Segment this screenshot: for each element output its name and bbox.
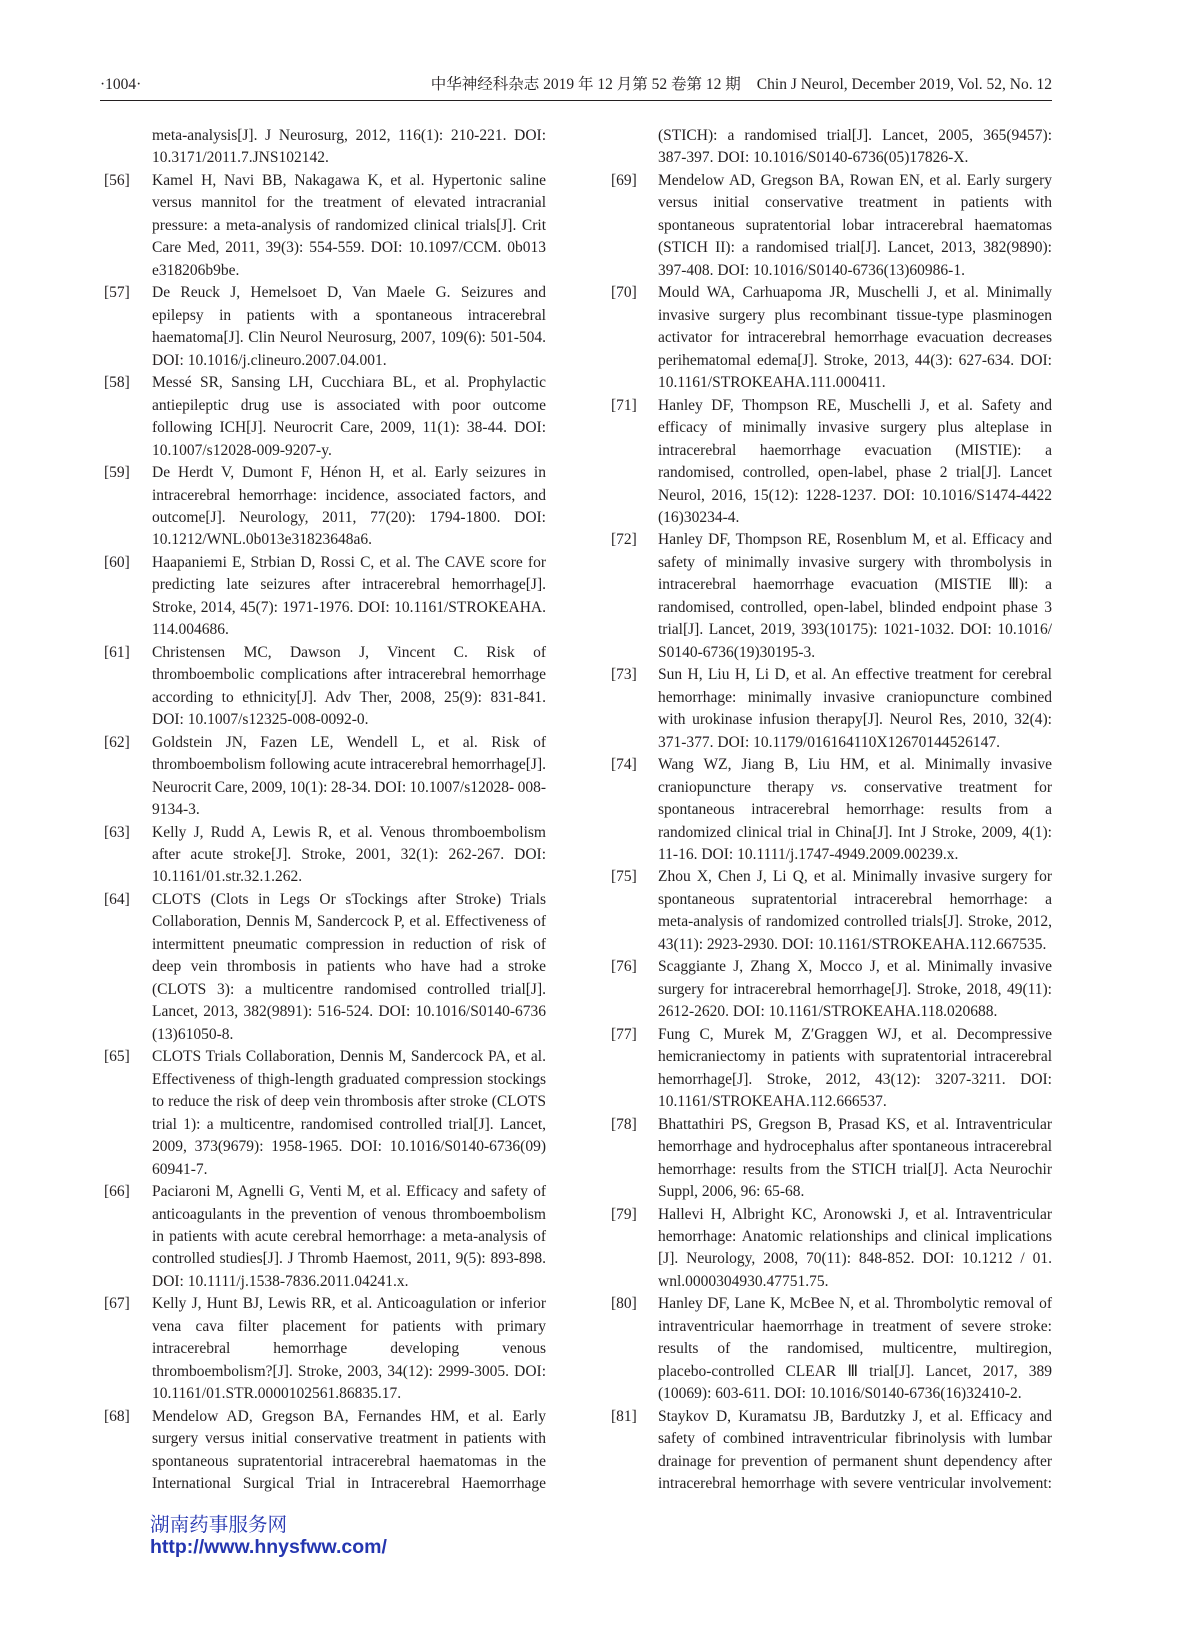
page-number: ·1004· [100, 76, 142, 93]
reference-text-line: (16)30234-4. [658, 508, 740, 526]
reference-text [152, 372, 546, 462]
reference-text-line: 371-377. DOI: 10.1179/016164110X12670144526147. [658, 733, 1000, 751]
reference-entry [611, 125, 1052, 170]
reference-text-line [658, 777, 1052, 799]
reference-text-line: meta-analysis[J]. J Neurosurg, 2012, 116(1): 210-221. DOI: [152, 127, 546, 144]
reference-text-line: International Surgical Trial in Intracerebral Haemorrhage [152, 1475, 546, 1493]
reference-number: [70] [611, 284, 637, 302]
reference-text [658, 866, 1052, 956]
reference-text-line: hemorrhage and hydrocephalus after spontaneous intracerebral [658, 1138, 1052, 1156]
reference-entry [104, 889, 546, 1046]
reference-text-line: after acute stroke[J]. Stroke, 2001, 32(1): 262-267. DOI: [152, 846, 546, 863]
reference-text-line: Mould WA, Carhuapoma JR, Muschelli J, et al. Minimally [658, 284, 1052, 302]
reference-text-line: intracerebral hemorrhage developing venous [152, 1340, 546, 1358]
reference-entry [611, 754, 1052, 866]
reference-text-line: (STICH): a randomised trial[J]. Lancet, 2005, 365(9457): [658, 127, 1052, 144]
reference-text-line: De Herdt V, Dumont F, Hénon H, et al. Early seizures in [152, 464, 546, 482]
reference-text-line: Care Med, 2011, 39(3): 554-559. DOI: 10.1097/CCM. 0b013 [152, 239, 546, 257]
reference-text-line: efficacy of minimally invasive surgery plus alteplase in [658, 419, 1052, 437]
reference-text-line: hemorrhage[J]. Stroke, 2012, 43(12): 3207-3211. DOI: [658, 1070, 1052, 1088]
reference-entry [104, 282, 546, 372]
reference-text-line: controlled studies[J]. J Thromb Haemost, 2011, 9(5): 893-898. [152, 1250, 546, 1268]
reference-text-line: spontaneous supratentorial lobar intracerebral haematomas [658, 216, 1052, 234]
reference-number: [68] [104, 1407, 130, 1425]
reference-entry [611, 1293, 1052, 1405]
reference-text [152, 1406, 546, 1496]
reference-text-line: 10.3171/2011.7.JNS102142. [152, 149, 329, 167]
reference-text-line: thromboembolism?[J]. Stroke, 2003, 34(12): 2999-3005. DOI: [152, 1362, 546, 1380]
reference-number: [72] [611, 531, 637, 549]
reference-text-line: [J]. Neurology, 2008, 70(11): 848-852. DOI: 10.1212 / 01. [658, 1250, 1052, 1268]
reference-text-line: Neurocrit Care, 2009, 10(1): 28-34. DOI: 10.1007/s12028- 008- [152, 778, 546, 796]
reference-number: [76] [611, 958, 637, 976]
reference-entry [611, 282, 1052, 394]
reference-text-line: 60941-7. [152, 1160, 208, 1178]
reference-column-left [104, 125, 546, 1496]
reference-text-line: pressure: a meta-analysis of randomized clinical trials[J]. Crit [152, 216, 546, 234]
reference-text-line: 10.1161/STROKEAHA.112.666537. [658, 1093, 887, 1111]
reference-number: [73] [611, 666, 637, 684]
reference-text-line: CLOTS Trials Collaboration, Dennis M, Sandercock PA, et al. [152, 1048, 546, 1066]
reference-text-line: in patients with acute cerebral hemorrhage: a meta-analysis of [152, 1227, 546, 1245]
reference-entry [611, 170, 1052, 282]
reference-number: [58] [104, 374, 130, 392]
reference-text-line: 10.1212/WNL.0b013e31823648a6. [152, 531, 372, 549]
reference-text-line: DOI: 10.1016/j.clineuro.2007.04.001. [152, 351, 387, 369]
reference-text-line: versus mannitol for the treatment of elevated intracranial [152, 194, 546, 212]
reference-text [658, 1114, 1052, 1204]
reference-text-line: spontaneous supratentorial intracerebral hemorrhage: a [658, 890, 1052, 908]
reference-number: [66] [104, 1183, 130, 1201]
reference-text-line: Hanley DF, Thompson RE, Muschelli J, et al. Safety and [658, 396, 1052, 414]
reference-text-line: results of the randomised, multicentre, multiregion, [658, 1340, 1052, 1358]
reference-number: [60] [104, 553, 130, 571]
reference-text [152, 170, 546, 282]
reference-text-line: intracerebral haemorrhage evacuation (MISTIE Ⅲ): a [658, 576, 1052, 594]
reference-text-line: intermittent pneumatic compression in reduction of risk of [152, 935, 546, 953]
reference-text [658, 1204, 1052, 1294]
reference-text [658, 1293, 1052, 1405]
reference-text-line: (STICH II): a randomised trial[J]. Lancet, 2013, 382(9890): [658, 239, 1052, 257]
reference-entry [611, 529, 1052, 664]
reference-text-line: Sun H, Liu H, Li D, et al. An effective treatment for cerebral [658, 666, 1052, 684]
reference-text-line: haematoma[J]. Clin Neurol Neurosurg, 2007, 109(6): 501-504. [152, 329, 546, 347]
reference-text [658, 395, 1052, 530]
reference-text-line: thromboembolic complications after intracerebral hemorrhage [152, 666, 546, 684]
reference-text-line: anticoagulants in the prevention of venous thromboembolism [152, 1205, 546, 1223]
reference-text-line: Goldstein JN, Fazen LE, Wendell L, et al. Risk of [152, 733, 546, 751]
reference-text-line: Hallevi H, Albright KC, Aronowski J, et al. Intraventricular [658, 1205, 1052, 1223]
reference-text-line: wnl.0000304930.47751.75. [658, 1272, 829, 1290]
reference-entry [611, 1024, 1052, 1114]
reference-number: [64] [104, 890, 130, 908]
reference-text-line: Neurol, 2016, 15(12): 1228-1237. DOI: 10.1016/S1474-4422 [658, 486, 1052, 504]
reference-number [104, 125, 152, 147]
reference-column-right [611, 125, 1052, 1496]
reference-entry [104, 170, 546, 282]
reference-number: [63] [104, 823, 130, 841]
journal-citation-en: Chin J Neurol, December 2019, Vol. 52, No. 12 [756, 76, 1052, 93]
reference-text-line: trial 1): a multicentre, randomised controlled trial[J]. Lancet, [152, 1115, 546, 1133]
reference-text [658, 529, 1052, 664]
reference-entry [104, 1293, 546, 1405]
reference-text [658, 170, 1052, 282]
reference-text-line: Kelly J, Hunt BJ, Lewis RR, et al. Anticoagulation or inferior [152, 1295, 546, 1313]
reference-text-segment: craniopuncture therapy [658, 778, 831, 796]
reference-text-line: 10.1161/01.STR.0000102561.86835.17. [152, 1385, 402, 1403]
reference-text-line: spontaneous intracerebral hemorrhage: results from a [658, 801, 1052, 819]
reference-number: [61] [104, 643, 130, 661]
watermark-site-name: 湖南药事服务网 [150, 1513, 288, 1536]
reference-text-line: intracerebral haemorrhage evacuation (MISTIE): a [658, 441, 1052, 459]
reference-entry [104, 372, 546, 462]
reference-entry [611, 1114, 1052, 1204]
page-header [100, 74, 1052, 101]
reference-text-line: 114.004686. [152, 621, 229, 639]
reference-text-line: 10.1161/01.str.32.1.262. [152, 868, 303, 886]
reference-text-line: Mendelow AD, Gregson BA, Fernandes HM, et al. Early [152, 1407, 546, 1425]
reference-number: [81] [611, 1407, 637, 1425]
reference-text-line: Wang WZ, Jiang B, Liu HM, et al. Minimally invasive [658, 756, 1052, 774]
reference-text-line: Christensen MC, Dawson J, Vincent C. Risk of [152, 643, 546, 661]
reference-text-line: Messé SR, Sansing LH, Cucchiara BL, et al. Prophylactic [152, 374, 546, 392]
reference-entry [104, 462, 546, 552]
reference-text-line: Mendelow AD, Gregson BA, Rowan EN, et al. Early surgery [658, 171, 1052, 189]
reference-text-line: safety of minimally invasive surgery with thrombolysis in [658, 553, 1052, 571]
reference-text-line: Kamel H, Navi BB, Nakagawa K, et al. Hypertonic saline [152, 171, 546, 189]
reference-text-line: placebo-controlled CLEAR Ⅲ trial[J]. Lancet, 2017, 389 [658, 1362, 1052, 1380]
reference-entry [104, 1406, 546, 1496]
reference-entry [611, 1406, 1052, 1496]
reference-number: [62] [104, 733, 130, 751]
reference-text [658, 664, 1052, 754]
reference-text-line: perihematomal edema[J]. Stroke, 2013, 44(3): 627-634. DOI: [658, 351, 1052, 369]
reference-number: [57] [104, 284, 130, 302]
reference-text [152, 125, 546, 170]
reference-text-line: meta-analysis of randomized controlled trials[J]. Stroke, 2012, [658, 913, 1052, 931]
reference-text [152, 1293, 546, 1405]
reference-text [152, 552, 546, 642]
reference-number: [79] [611, 1205, 637, 1223]
reference-text-line: spontaneous supratentorial intracerebral haematomas in the [152, 1452, 546, 1470]
reference-entry [611, 395, 1052, 530]
reference-entry [104, 732, 546, 822]
reference-number: [65] [104, 1048, 130, 1066]
reference-text-line: trial[J]. Lancet, 2019, 393(10175): 1021-1032. DOI: 10.1016/ [658, 621, 1052, 639]
reference-text-line: 9134-3. [152, 801, 200, 819]
reference-text-line: Suppl, 2006, 96: 65-68. [658, 1183, 805, 1201]
reference-text-line: 2612-2620. DOI: 10.1161/STROKEAHA.118.020688. [658, 1003, 998, 1021]
reference-text-line: drainage for prevention of permanent shunt dependency after [658, 1452, 1052, 1470]
reference-text-line: e318206b9be. [152, 261, 240, 279]
reference-entry [104, 125, 546, 170]
reference-text-line: deep vein thrombosis in patients who have had a stroke [152, 958, 546, 976]
reference-entry [611, 1204, 1052, 1294]
reference-text [658, 956, 1052, 1023]
reference-number [611, 125, 658, 147]
reference-number: [59] [104, 464, 130, 482]
reference-text-line: CLOTS (Clots in Legs Or sTockings after Stroke) Trials [152, 890, 546, 908]
reference-text-line: epilepsy in patients with a spontaneous intracerebral [152, 306, 546, 324]
reference-text-line: outcome[J]. Neurology, 2011, 77(20): 1794-1800. DOI: [152, 508, 546, 526]
reference-text-line: invasive surgery plus recombinant tissue-type plasminogen [658, 306, 1052, 324]
reference-text-line: Haapaniemi E, Strbian D, Rossi C, et al. The CAVE score for [152, 553, 546, 571]
reference-text-line: hemorrhage: Anatomic relationships and clinical implications [658, 1227, 1052, 1245]
reference-text [658, 1406, 1052, 1496]
reference-text-line: surgery for intracerebral hemorrhage[J]. Stroke, 2018, 49(11): [658, 980, 1052, 998]
reference-text [152, 1046, 546, 1181]
reference-text-line: Hanley DF, Thompson RE, Rosenblum M, et al. Efficacy and [658, 531, 1052, 549]
reference-text-line: vena cava filter placement for patients with primary [152, 1317, 546, 1335]
reference-text-line: DOI: 10.1007/s12325-008-0092-0. [152, 711, 369, 729]
reference-text-line: (10069): 603-611. DOI: 10.1016/S0140-6736(16)32410-2. [658, 1385, 1022, 1403]
reference-text-line: 2009, 373(9679): 1958-1965. DOI: 10.1016/S0140-6736(09) [152, 1138, 546, 1156]
reference-entry [611, 866, 1052, 956]
reference-text-italic: vs. [830, 778, 848, 796]
reference-text-line: 10.1161/STROKEAHA.111.000411. [658, 374, 886, 392]
reference-text-line: antiepileptic drug use is associated with poor outcome [152, 396, 546, 414]
reference-text-line: with urokinase infusion therapy[J]. Neurol Res, 2010, 32(4): [658, 711, 1052, 729]
reference-text [658, 125, 1052, 170]
reference-text [152, 642, 546, 732]
reference-text-line: Fung C, Murek M, Z′Graggen WJ, et al. Decompressive [658, 1025, 1052, 1043]
reference-number: [74] [611, 756, 637, 774]
reference-text-line: hemorrhage: results from the STICH trial[J]. Acta Neurochir [658, 1160, 1052, 1178]
reference-number: [77] [611, 1025, 637, 1043]
reference-text-line: Effectiveness of thigh-length graduated compression stockings [152, 1070, 546, 1088]
reference-entry [104, 822, 546, 889]
reference-number: [67] [104, 1295, 130, 1313]
journal-running-head [431, 74, 1052, 96]
reference-number: [69] [611, 171, 637, 189]
watermark-url: http://www.hnysfww.com/ [150, 1536, 387, 1558]
reference-text-line: randomized clinical trial in China[J]. Int J Stroke, 2009, 4(1): [658, 823, 1052, 841]
reference-text-line: Bhattathiri PS, Gregson B, Prasad KS, et al. Intraventricular [658, 1115, 1052, 1133]
reference-text-line: versus initial conservative treatment in patients with [658, 194, 1052, 212]
reference-text-line: intraventricular haemorrhage in treatment of severe stroke: [658, 1317, 1052, 1335]
reference-text-line: Stroke, 2014, 45(7): 1971-1976. DOI: 10.1161/STROKEAHA. [152, 598, 546, 616]
reference-number: [80] [611, 1295, 637, 1313]
reference-number: [75] [611, 868, 637, 886]
reference-text-line: surgery versus initial conservative treatment in patients with [152, 1430, 546, 1448]
reference-number: [78] [611, 1115, 637, 1133]
reference-entry [104, 642, 546, 732]
reference-text-line: 10.1007/s12028-009-9207-y. [152, 441, 332, 459]
reference-text-line: De Reuck J, Hemelsoet D, Van Maele G. Seizures and [152, 284, 546, 302]
reference-text [152, 1181, 546, 1293]
reference-text-line: to reduce the risk of deep vein thrombosis after stroke (CLOTS [152, 1093, 546, 1111]
reference-entry [611, 664, 1052, 754]
reference-text-line: thromboembolism following acute intracerebral hemorrhage[J]. [152, 756, 546, 774]
reference-text-line: (13)61050-8. [152, 1025, 234, 1043]
reference-text-line: safety of combined intraventricular fibrinolysis with lumbar [658, 1430, 1052, 1448]
reference-text-line: Zhou X, Chen J, Li Q, et al. Minimally invasive surgery for [658, 868, 1052, 886]
reference-text-segment: conservative treatment for [847, 778, 1052, 796]
reference-text-line: 43(11): 2923-2930. DOI: 10.1161/STROKEAHA.112.667535. [658, 935, 1047, 953]
reference-text [658, 282, 1052, 394]
reference-text-line: S0140-6736(19)30195-3. [658, 643, 816, 661]
reference-text [152, 822, 546, 889]
reference-text-line: Lancet, 2013, 382(9891): 516-524. DOI: 10.1016/S0140-6736 [152, 1003, 546, 1021]
reference-text [658, 1024, 1052, 1114]
reference-number: [56] [104, 171, 130, 189]
reference-text-line: intracerebral hemorrhage with severe ventricular involvement: [658, 1475, 1052, 1493]
reference-text-line: randomised, controlled, open-label, blinded endpoint phase 3 [658, 598, 1052, 616]
reference-text-line: predicting late seizures after intracerebral hemorrhage[J]. [152, 576, 546, 594]
reference-text-line: hemicraniectomy in patients with supratentorial intracerebral [658, 1048, 1052, 1066]
reference-text-line: (CLOTS 3): a multicentre randomised controlled trial[J]. [152, 980, 546, 998]
reference-text-line: randomised, controlled, open-label, phase 2 trial[J]. Lancet [658, 464, 1052, 482]
reference-text-line: 387-397. DOI: 10.1016/S0140-6736(05)17826-X. [658, 149, 969, 167]
reference-text-line: according to ethnicity[J]. Adv Ther, 2008, 25(9): 831-841. [152, 688, 546, 706]
reference-text-line: Scaggiante J, Zhang X, Mocco J, et al. Minimally invasive [658, 958, 1052, 976]
reference-entry [104, 552, 546, 642]
journal-title-cn: 中华神经科杂志 2019 年 12 月第 52 卷第 12 期 [430, 76, 741, 93]
reference-text-line: Collaboration, Dennis M, Sandercock P, et al. Effectiveness of [152, 913, 546, 931]
reference-text-line: Kelly J, Rudd A, Lewis R, et al. Venous thromboembolism [152, 823, 546, 841]
reference-text-line: Staykov D, Kuramatsu JB, Bardutzky J, et al. Efficacy and [658, 1407, 1052, 1425]
reference-text-line: Paciaroni M, Agnelli G, Venti M, et al. Efficacy and safety of [152, 1183, 546, 1201]
reference-text [658, 754, 1052, 866]
reference-text [152, 889, 546, 1046]
reference-text-line: Hanley DF, Lane K, McBee N, et al. Thrombolytic removal of [658, 1295, 1052, 1313]
reference-text [152, 282, 546, 372]
reference-text-line: hemorrhage: minimally invasive craniopuncture combined [658, 688, 1052, 706]
reference-text-line: intracerebral hemorrhage: incidence, associated factors, and [152, 486, 546, 504]
reference-text [152, 462, 546, 552]
reference-text-line: DOI: 10.1111/j.1538-7836.2011.04241.x. [152, 1272, 409, 1290]
reference-number: [71] [611, 396, 637, 414]
reference-text-line: activator for intracerebral hemorrhage evacuation decreases [658, 329, 1052, 347]
reference-entry [104, 1046, 546, 1181]
reference-text-line: 11-16. DOI: 10.1111/j.1747-4949.2009.00239.x. [658, 846, 959, 863]
reference-entry [104, 1181, 546, 1293]
reference-entry [611, 956, 1052, 1023]
reference-text-line: 397-408. DOI: 10.1016/S0140-6736(13)60986-1. [658, 261, 965, 279]
reference-text [152, 732, 546, 822]
reference-text-line: following ICH[J]. Neurocrit Care, 2009, 11(1): 38-44. DOI: [152, 419, 546, 437]
